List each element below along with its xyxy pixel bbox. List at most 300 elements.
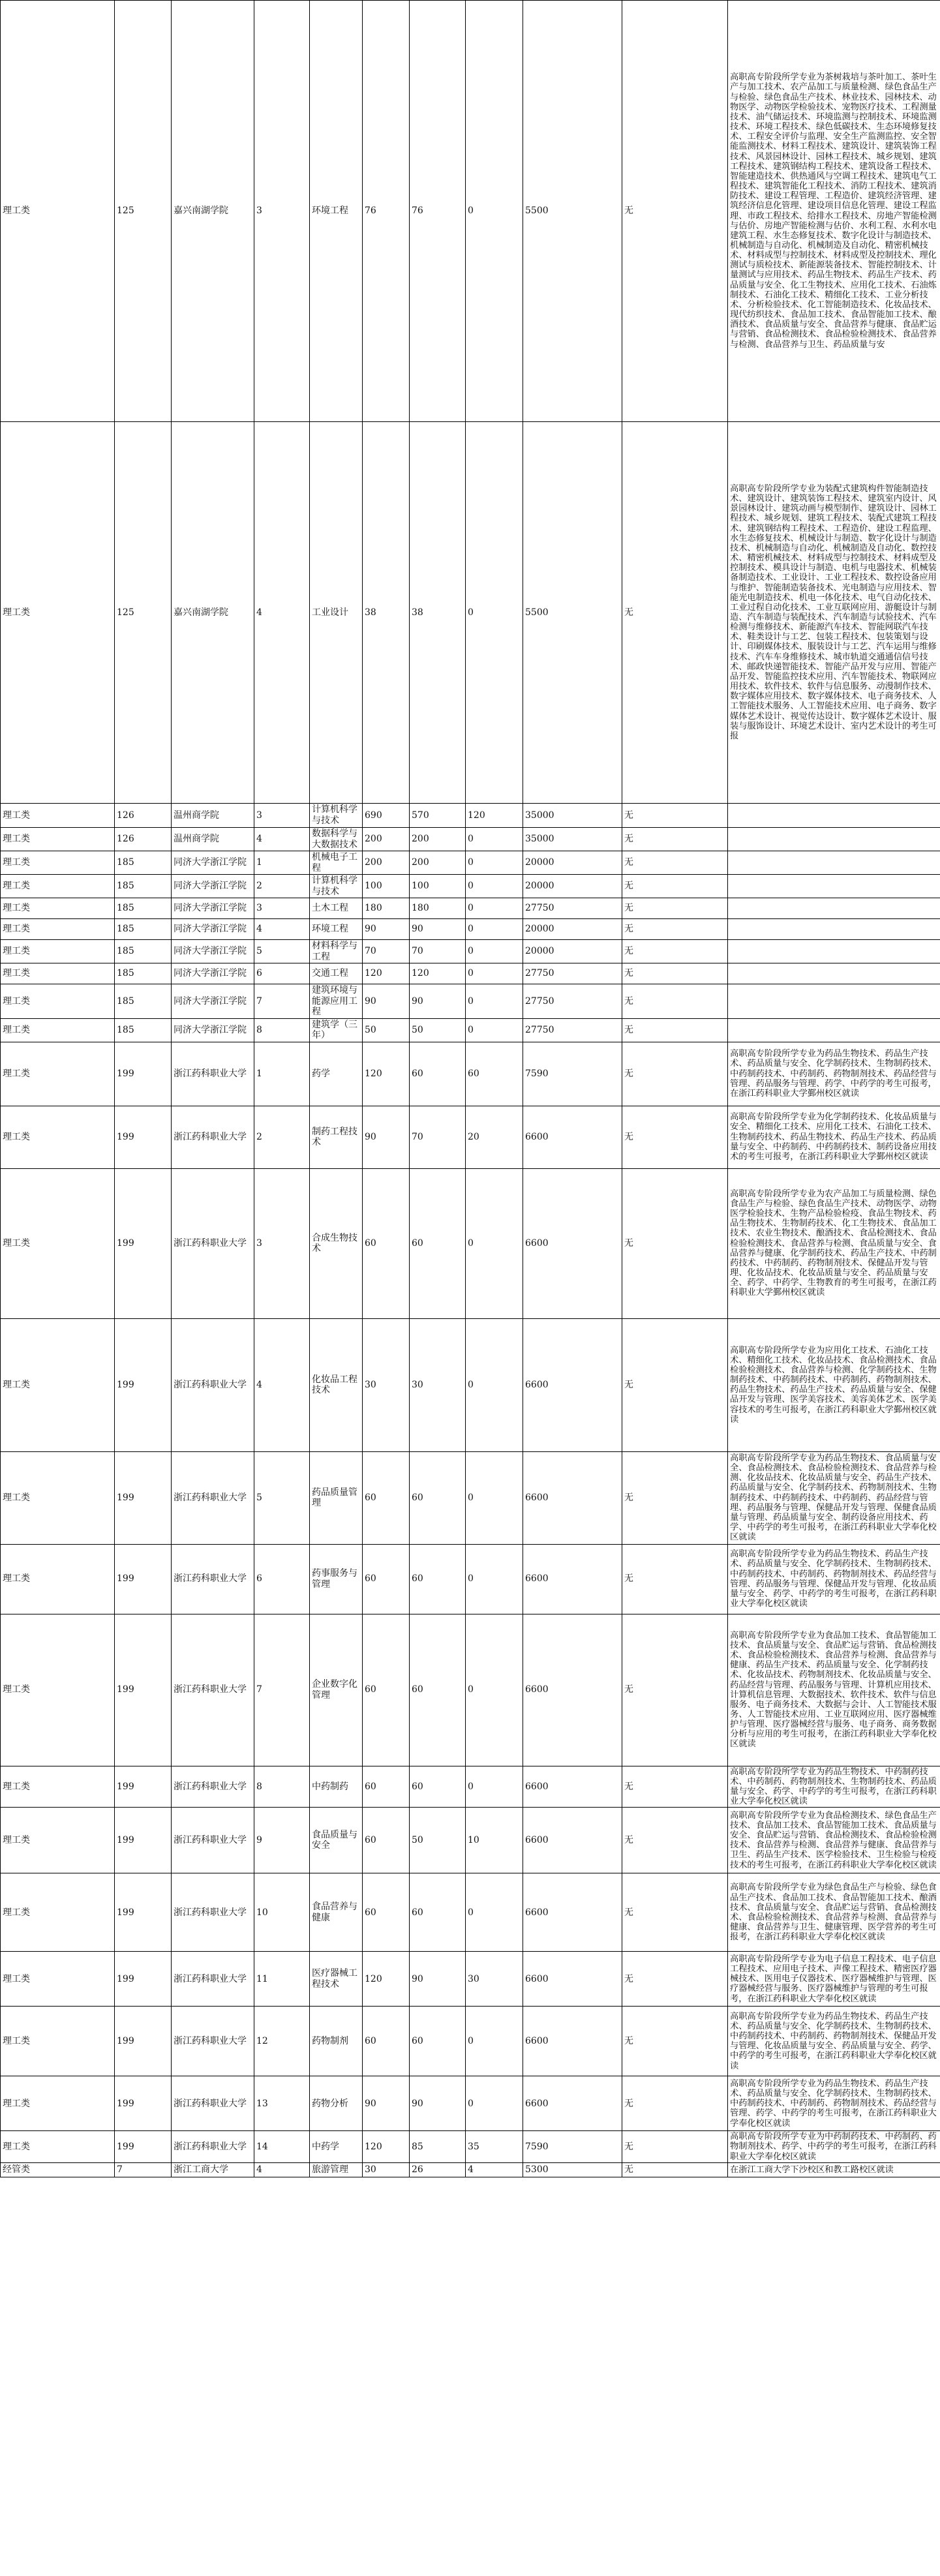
cell-count-b: 0 (466, 1018, 523, 1042)
cell-count-a: 90 (410, 919, 466, 940)
cell-school-code: 185 (115, 984, 172, 1019)
cell-school-name: 同济大学浙江学院 (172, 851, 254, 875)
cell-school-name: 温州商学院 (172, 804, 254, 828)
cell-major-code: 4 (254, 1318, 310, 1451)
cell-count-a: 570 (410, 804, 466, 828)
cell-requirements: 高职高专阶段所学专业为药品生物技术、药品生产技术、药品质量与安全、化学制药技术、生物制药技术、中药制药技术、中药制药、药物制剂技术、保健品开发与管理、化妆品质量与安全、药品质量与安全、药学、中药学的考生可报考，在浙江药科职业大学奉化校区就读 (728, 2007, 940, 2076)
cell-tuition: 27750 (523, 984, 622, 1019)
cell-school-code: 199 (115, 2076, 172, 2131)
cell-requirements: 在浙江工商大学下沙校区和教工路校区就读 (728, 2162, 940, 2177)
cell-count-a: 90 (410, 2076, 466, 2131)
cell-school-code: 199 (115, 2131, 172, 2162)
cell-count-b: 0 (466, 1873, 523, 1952)
cell-count-b: 0 (466, 963, 523, 984)
cell-plan-count: 60 (363, 2007, 410, 2076)
table-row (1, 875, 940, 898)
cell-category: 理工类 (1, 1168, 115, 1318)
cell-tuition: 6600 (523, 1106, 622, 1168)
cell-plan-count: 60 (363, 1614, 410, 1766)
cell-remark: 无 (622, 828, 728, 851)
cell-tuition: 35000 (523, 828, 622, 851)
cell-school-name: 浙江药科职业大学 (172, 1544, 254, 1614)
cell-major-code: 4 (254, 919, 310, 940)
cell-plan-count: 60 (363, 1451, 410, 1544)
cell-tuition: 7590 (523, 1042, 622, 1106)
cell-plan-count: 30 (363, 2162, 410, 2177)
cell-requirements: 高职高专阶段所学专业为药品生物技术、药品生产技术、药品质量与安全、化学制药技术、生物制药技术、中药制药技术、中药制药、药物制剂技术、药品经营与管理、药品服务与管理、药学、中药学的考生可报考，在浙江药科职业大学鄞州校区就读 (728, 1042, 940, 1106)
cell-category: 理工类 (1, 1808, 115, 1873)
cell-plan-count: 120 (363, 1952, 410, 2007)
cell-tuition: 27750 (523, 963, 622, 984)
cell-major-code: 3 (254, 1168, 310, 1318)
cell-school-code: 199 (115, 1451, 172, 1544)
cell-school-name: 浙江药科职业大学 (172, 1614, 254, 1766)
cell-major-name: 中药学 (310, 2131, 363, 2162)
cell-category: 理工类 (1, 875, 115, 898)
cell-remark: 无 (622, 2131, 728, 2162)
cell-major-name: 工业设计 (310, 422, 363, 804)
cell-tuition: 6600 (523, 1952, 622, 2007)
cell-category: 理工类 (1, 1042, 115, 1106)
cell-major-code: 3 (254, 1, 310, 422)
table-row (1, 1318, 940, 1451)
cell-school-name: 嘉兴南湖学院 (172, 422, 254, 804)
cell-school-code: 185 (115, 851, 172, 875)
table-row (1, 1614, 940, 1766)
cell-count-b: 0 (466, 1614, 523, 1766)
table-row (1, 804, 940, 828)
cell-school-name: 同济大学浙江学院 (172, 1018, 254, 1042)
cell-remark: 无 (622, 1873, 728, 1952)
cell-remark: 无 (622, 1018, 728, 1042)
cell-count-b: 120 (466, 804, 523, 828)
cell-requirements (728, 804, 940, 828)
cell-major-code: 8 (254, 1018, 310, 1042)
cell-tuition: 20000 (523, 940, 622, 963)
table-row (1, 984, 940, 1019)
cell-major-code: 3 (254, 898, 310, 919)
cell-count-b: 0 (466, 1318, 523, 1451)
cell-category: 理工类 (1, 1318, 115, 1451)
cell-major-code: 5 (254, 1451, 310, 1544)
cell-requirements: 高职高专阶段所学专业为装配式建筑构件智能制造技术、建筑设计、建筑装饰工程技术、建筑室内设计、风景园林设计、建筑动画与模型制作、建筑设计、园林工程技术、城乡规划、建筑工程技术、装配式建筑工程技术、建筑钢结构工程技术、工程造价、建设工程监理、水生态修复技术、机械设计与制造、数字化设计与制造技术、机械制造与自动化、机械制造及自动化、数控技术、精密机械技术、材料成型与控制技术、材料成型及控制技术、模具设计与制造、电机与电器技术、机械装备制造技术、工业设计、工业工程技术、数控设备应用与维护、智能制造装备技术、光电制造与应用技术、智能光电制造技术、机电一体化技术、电气自动化技术、工业过程自动化技术、工业互联网应用、游艇设计与制造、汽车制造与装配技术、汽车制造与试验技术、汽车检测与维修技术、新能源汽车技术、智能网联汽车技术、鞋类设计与工艺、包装工程技术、包装策划与设计、印刷媒体技术、服装设计与工艺、汽车运用与维修技术、汽车车身维修技术、城市轨道交通通信信号技术、邮政快递智能技术、智能产品开发与应用、智能产品开发、智能监控技术应用、汽车智能技术、物联网应用技术、软件技术、软件与信息服务、动漫制作技术、数字媒体应用技术、数字媒体技术、电子商务技术、人工智能技术服务、人工智能技术应用、电子商务、数字媒体艺术设计、视觉传达设计、数字媒体艺术设计、服装与服饰设计、环境艺术设计、室内艺术设计的考生可报 (728, 422, 940, 804)
cell-count-a: 76 (410, 1, 466, 422)
cell-plan-count: 180 (363, 898, 410, 919)
cell-major-name: 材料科学与工程 (310, 940, 363, 963)
cell-major-code: 2 (254, 1106, 310, 1168)
cell-category: 理工类 (1, 1766, 115, 1808)
cell-count-b: 0 (466, 919, 523, 940)
cell-remark: 无 (622, 1808, 728, 1873)
cell-remark: 无 (622, 898, 728, 919)
table-row (1, 1873, 940, 1952)
cell-major-name: 医疗器械工程技术 (310, 1952, 363, 2007)
cell-major-name: 药学 (310, 1042, 363, 1106)
cell-requirements: 高职高专阶段所学专业为食品加工技术、食品智能加工技术、食品质量与安全、食品贮运与营销、食品检测技术、食品检验检测技术、食品营养与检测、食品营养与健康、药品生产技术、药品质量与安全、化学制药技术、化妆品技术、药物制剂技术、化妆品质量与安全、药品经营与管理、药品服务与管理、计算机应用技术、计算机信息管理、大数据技术、软件技术、软件与信息服务、电子商务技术、大数据与会计、人工智能技术服务、人工智能技术应用、工业互联网应用、医疗器械维护与管理、医疗器械经营与服务、电子商务、商务数据分析与应用的考生可报考，在浙江药科职业大学奉化校区就读 (728, 1614, 940, 1766)
cell-count-a: 200 (410, 851, 466, 875)
cell-requirements (728, 898, 940, 919)
cell-count-a: 30 (410, 1318, 466, 1451)
cell-count-a: 200 (410, 828, 466, 851)
cell-tuition: 6600 (523, 2076, 622, 2131)
table-row (1, 963, 940, 984)
cell-requirements: 高职高专阶段所学专业为药品生物技术、食品质量与安全、食品检测技术、食品检验检测技术、食品营养与检测、化妆品技术、化妆品质量与安全、药品生产技术、药品质量与安全、化学制药技术、药物制剂技术、生物制药技术、中药制药技术、中药制药、药品经营与管理、药品服务与管理、保健品开发与管理、保健食品质量与管理、药品质量与安全、制药设备应用技术、药学、中药学的考生可报考，在浙江药科职业大学奉化校区就读 (728, 1451, 940, 1544)
cell-major-name: 土木工程 (310, 898, 363, 919)
cell-major-name: 药物制剂 (310, 2007, 363, 2076)
cell-category: 理工类 (1, 1106, 115, 1168)
cell-category: 理工类 (1, 1614, 115, 1766)
cell-major-code: 11 (254, 1952, 310, 2007)
cell-school-code: 185 (115, 919, 172, 940)
cell-school-name: 浙江工商大学 (172, 2162, 254, 2177)
cell-requirements: 高职高专阶段所学专业为化学制药技术、化妆品质量与安全、精细化工技术、应用化工技术、石油化工技术、生物制药技术、药品生物技术、药品生产技术、药品质量与安全、中药制药、中药制药技术、制药设备应用技术的考生可报考，在浙江药科职业大学鄞州校区就读 (728, 1106, 940, 1168)
cell-count-a: 90 (410, 1952, 466, 2007)
cell-plan-count: 90 (363, 2076, 410, 2131)
cell-major-code: 6 (254, 963, 310, 984)
cell-requirements (728, 940, 940, 963)
cell-school-code: 185 (115, 963, 172, 984)
cell-major-code: 9 (254, 1808, 310, 1873)
cell-tuition: 7590 (523, 2131, 622, 2162)
cell-major-name: 计算机科学与技术 (310, 804, 363, 828)
cell-count-b: 0 (466, 1544, 523, 1614)
cell-plan-count: 76 (363, 1, 410, 422)
cell-major-name: 药品质量管理 (310, 1451, 363, 1544)
cell-major-name: 交通工程 (310, 963, 363, 984)
cell-count-a: 60 (410, 1042, 466, 1106)
cell-tuition: 6600 (523, 2007, 622, 2076)
cell-requirements: 高职高专阶段所学专业为食品检测技术、绿色食品生产技术、食品加工技术、食品智能加工技术、食品质量与安全、食品贮运与营销、食品检测技术、食品检验检测技术、食品营养与检测、食品营养与健康、食品营养与卫生、药品生产技术、医学检验技术、卫生检验与检疫技术的考生可报考，在浙江药科职业大学奉化校区就读 (728, 1808, 940, 1873)
cell-category: 理工类 (1, 1018, 115, 1042)
cell-remark: 无 (622, 1544, 728, 1614)
table-row (1, 898, 940, 919)
cell-major-name: 建筑环境与能源应用工程 (310, 984, 363, 1019)
cell-plan-count: 50 (363, 1018, 410, 1042)
cell-school-code: 199 (115, 2007, 172, 2076)
cell-major-code: 4 (254, 828, 310, 851)
cell-count-b: 0 (466, 422, 523, 804)
cell-tuition: 5300 (523, 2162, 622, 2177)
cell-major-name: 化妆品工程技术 (310, 1318, 363, 1451)
cell-tuition: 5500 (523, 1, 622, 422)
table-row (1, 1451, 940, 1544)
cell-plan-count: 90 (363, 919, 410, 940)
cell-count-b: 0 (466, 1451, 523, 1544)
cell-category: 理工类 (1, 804, 115, 828)
cell-count-a: 120 (410, 963, 466, 984)
cell-remark: 无 (622, 1766, 728, 1808)
cell-requirements: 高职高专阶段所学专业为绿色食品生产与检验、绿色食品生产技术、食品加工技术、食品智能加工技术、酿酒技术、食品质量与安全、食品贮运与营销、食品检测技术、食品检验检测技术、食品营养与检测、食品营养与健康、食品营养与卫生、健康管理、医学营养的考生可报考，在浙江药科职业大学奉化校区就读 (728, 1873, 940, 1952)
cell-tuition: 20000 (523, 875, 622, 898)
cell-category: 理工类 (1, 1, 115, 422)
cell-tuition: 6600 (523, 1318, 622, 1451)
cell-major-code: 4 (254, 422, 310, 804)
cell-requirements: 高职高专阶段所学专业为药品生物技术、药品生产技术、药品质量与安全、化学制药技术、生物制药技术、中药制药技术、中药制药、药物制剂技术、药品经营与管理、药学、中药学的考生可报考，在浙江药科职业大学奉化校区就读 (728, 2076, 940, 2131)
cell-count-a: 60 (410, 2007, 466, 2076)
table-row (1, 1766, 940, 1808)
cell-count-b: 0 (466, 984, 523, 1019)
cell-major-name: 数据科学与大数据技术 (310, 828, 363, 851)
cell-plan-count: 90 (363, 1106, 410, 1168)
cell-school-code: 199 (115, 1614, 172, 1766)
cell-count-b: 30 (466, 1952, 523, 2007)
cell-count-a: 85 (410, 2131, 466, 2162)
cell-remark: 无 (622, 919, 728, 940)
cell-major-name: 企业数字化管理 (310, 1614, 363, 1766)
cell-plan-count: 120 (363, 1042, 410, 1106)
cell-requirements: 高职高专阶段所学专业为中药制药技术、中药制药、药物制剂技术、药学、中药学的考生可报考，在浙江药科职业大学奉化校区就读 (728, 2131, 940, 2162)
cell-school-name: 同济大学浙江学院 (172, 963, 254, 984)
cell-remark: 无 (622, 1451, 728, 1544)
cell-major-code: 1 (254, 1042, 310, 1106)
cell-requirements (728, 851, 940, 875)
cell-tuition: 27750 (523, 898, 622, 919)
table-row (1, 2131, 940, 2162)
cell-plan-count: 100 (363, 875, 410, 898)
cell-tuition: 27750 (523, 1018, 622, 1042)
cell-major-name: 制药工程技术 (310, 1106, 363, 1168)
cell-tuition: 5500 (523, 422, 622, 804)
cell-requirements: 高职高专阶段所学专业为药品生物技术、药品生产技术、药品质量与安全、化学制药技术、生物制药技术、中药制药技术、中药制药、药物制剂技术、药品经营与管理、药品服务与管理、保健品开发与管理、化妆品质量与安全、药学、中药学的考生可报考，在浙江药科职业大学奉化校区就读 (728, 1544, 940, 1614)
cell-major-code: 6 (254, 1544, 310, 1614)
cell-tuition: 6600 (523, 1544, 622, 1614)
cell-remark: 无 (622, 2076, 728, 2131)
cell-count-a: 60 (410, 1873, 466, 1952)
cell-remark: 无 (622, 804, 728, 828)
cell-major-name: 中药制药 (310, 1766, 363, 1808)
cell-plan-count: 200 (363, 828, 410, 851)
cell-major-code: 8 (254, 1766, 310, 1808)
cell-plan-count: 70 (363, 940, 410, 963)
cell-count-a: 26 (410, 2162, 466, 2177)
cell-remark: 无 (622, 875, 728, 898)
cell-requirements (728, 984, 940, 1019)
table-row (1, 1808, 940, 1873)
cell-school-code: 199 (115, 1952, 172, 2007)
cell-plan-count: 200 (363, 851, 410, 875)
cell-school-code: 199 (115, 1042, 172, 1106)
cell-requirements: 高职高专阶段所学专业为应用化工技术、石油化工技术、精细化工技术、化妆品技术、食品检测技术、食品检验检测技术、食品营养与检测、化学制药技术、生物制药技术、中药制药技术、中药制药、药物制剂技术、药品生物技术、药品生产技术、药品质量与安全、保健品开发与管理、医学美容技术、美容美体艺术、医学美容技术的考生可报考，在浙江药科职业大学鄞州校区就读 (728, 1318, 940, 1451)
cell-category: 理工类 (1, 851, 115, 875)
cell-count-a: 60 (410, 1766, 466, 1808)
cell-category: 理工类 (1, 919, 115, 940)
cell-major-name: 环境工程 (310, 919, 363, 940)
table-row (1, 1952, 940, 2007)
cell-count-b: 60 (466, 1042, 523, 1106)
cell-remark: 无 (622, 984, 728, 1019)
cell-school-code: 7 (115, 2162, 172, 2177)
cell-category: 理工类 (1, 940, 115, 963)
cell-count-b: 0 (466, 1766, 523, 1808)
cell-major-name: 计算机科学与技术 (310, 875, 363, 898)
cell-count-a: 180 (410, 898, 466, 919)
cell-school-name: 同济大学浙江学院 (172, 940, 254, 963)
cell-major-code: 7 (254, 1614, 310, 1766)
table-row (1, 422, 940, 804)
cell-remark: 无 (622, 851, 728, 875)
cell-major-name: 食品质量与安全 (310, 1808, 363, 1873)
cell-plan-count: 120 (363, 963, 410, 984)
cell-remark: 无 (622, 1952, 728, 2007)
cell-major-name: 合成生物技术 (310, 1168, 363, 1318)
cell-count-a: 60 (410, 1614, 466, 1766)
cell-count-a: 60 (410, 1544, 466, 1614)
cell-count-b: 0 (466, 940, 523, 963)
cell-count-a: 70 (410, 940, 466, 963)
cell-count-b: 0 (466, 2007, 523, 2076)
cell-count-b: 0 (466, 898, 523, 919)
cell-school-code: 125 (115, 422, 172, 804)
cell-school-code: 126 (115, 828, 172, 851)
table-row (1, 1, 940, 422)
cell-plan-count: 120 (363, 2131, 410, 2162)
cell-category: 理工类 (1, 1451, 115, 1544)
cell-count-b: 20 (466, 1106, 523, 1168)
table-row (1, 1106, 940, 1168)
cell-count-a: 90 (410, 984, 466, 1019)
cell-remark: 无 (622, 2007, 728, 2076)
cell-plan-count: 60 (363, 1873, 410, 1952)
table-row (1, 2007, 940, 2076)
cell-school-code: 199 (115, 1766, 172, 1808)
cell-school-code: 185 (115, 940, 172, 963)
cell-major-name: 环境工程 (310, 1, 363, 422)
cell-plan-count: 60 (363, 1544, 410, 1614)
cell-major-code: 5 (254, 940, 310, 963)
cell-school-name: 浙江药科职业大学 (172, 1106, 254, 1168)
cell-remark: 无 (622, 940, 728, 963)
cell-major-name: 机械电子工程 (310, 851, 363, 875)
cell-school-code: 199 (115, 1168, 172, 1318)
cell-school-code: 199 (115, 1808, 172, 1873)
cell-requirements: 高职高专阶段所学专业为药品生物技术、中药制药技术、中药制药、药物制剂技术、生物制药技术、药品质量与安全、药学、中药学的考生可报考，在浙江药科职业大学奉化校区就读 (728, 1766, 940, 1808)
table-row (1, 1544, 940, 1614)
cell-requirements: 高职高专阶段所学专业为电子信息工程技术、电子信息工程技术、应用电子技术、声像工程技术、精密医疗器械技术、医用电子仪器技术、医疗器械维护与管理、医疗器械经营与服务、医疗器械维护与管理的考生可报考，在浙江药科职业大学奉化校区就读 (728, 1952, 940, 2007)
cell-count-b: 0 (466, 875, 523, 898)
table-row (1, 851, 940, 875)
cell-category: 理工类 (1, 1952, 115, 2007)
cell-plan-count: 30 (363, 1318, 410, 1451)
cell-count-a: 100 (410, 875, 466, 898)
cell-count-b: 4 (466, 2162, 523, 2177)
cell-category: 理工类 (1, 422, 115, 804)
cell-requirements (728, 1018, 940, 1042)
cell-tuition: 6600 (523, 1451, 622, 1544)
cell-school-name: 浙江药科职业大学 (172, 2076, 254, 2131)
cell-category: 理工类 (1, 828, 115, 851)
cell-remark: 无 (622, 1318, 728, 1451)
cell-school-name: 同济大学浙江学院 (172, 919, 254, 940)
cell-tuition: 35000 (523, 804, 622, 828)
cell-count-b: 0 (466, 851, 523, 875)
cell-requirements: 高职高专阶段所学专业为茶树栽培与茶叶加工、茶叶生产与加工技术、农产品加工与质量检测、绿色食品生产与检验、绿色食品生产技术、林业技术、园林技术、动物医学、动物医学检验技术、宠物医疗技术、工程测量技术、油气储运技术、环境监测与控制技术、环境监测技术、环境工程技术、绿色低碳技术、生态环境修复技术、工程安全评价与监理、安全生产监测监控、安全智能监测技术、材料工程技术、建筑设计、建筑装饰工程技术、风景园林设计、园林工程技术、城乡规划、建筑工程技术、建筑钢结构工程技术、建筑设备工程技术、智能建造技术、供热通风与空调工程技术、建筑电气工程技术、建筑智能化工程技术、消防工程技术、建筑消防技术、建设工程管理、工程造价、建筑经济管理、建筑经济信息化管理、建设项目信息化管理、建设工程监理、市政工程技术、给排水工程技术、房地产智能检测与估价、房地产智能检测与估价、水利工程、水利水电建筑工程、水生态修复技术、数字化设计与制造技术、机械制造与自动化、机械制造及自动化、精密机械技术、材料成型与控制技术、材料成型及控制技术、理化测试与质检技术、新能源装备技术、智能控制技术、计量测试与应用技术、药品生物技术、药品生产技术、药品质量与安全、化工生物技术、应用化工技术、石油炼制技术、石油化工技术、精细化工技术、工业分析技术、分析检验技术、化工智能制造技术、化妆品技术、现代纺织技术、食品加工技术、食品智能加工技术、酿酒技术、食品质量与安全、食品营养与健康、食品贮运与营销、食品检测技术、食品检验检测技术、食品营养与检测、食品营养与卫生、药品质量与安 (728, 1, 940, 422)
table-row (1, 2162, 940, 2177)
cell-plan-count: 38 (363, 422, 410, 804)
cell-remark: 无 (622, 2162, 728, 2177)
cell-major-code: 2 (254, 875, 310, 898)
cell-requirements (728, 963, 940, 984)
cell-school-name: 浙江药科职业大学 (172, 1318, 254, 1451)
cell-remark: 无 (622, 1, 728, 422)
cell-count-a: 38 (410, 422, 466, 804)
cell-tuition: 6600 (523, 1808, 622, 1873)
table-row (1, 1042, 940, 1106)
table-row (1, 828, 940, 851)
cell-school-name: 同济大学浙江学院 (172, 875, 254, 898)
cell-major-code: 4 (254, 2162, 310, 2177)
cell-tuition: 6600 (523, 1168, 622, 1318)
cell-category: 理工类 (1, 1873, 115, 1952)
cell-major-code: 3 (254, 804, 310, 828)
cell-school-name: 嘉兴南湖学院 (172, 1, 254, 422)
cell-major-code: 14 (254, 2131, 310, 2162)
cell-major-code: 7 (254, 984, 310, 1019)
cell-remark: 无 (622, 1168, 728, 1318)
cell-remark: 无 (622, 963, 728, 984)
cell-school-name: 浙江药科职业大学 (172, 1808, 254, 1873)
cell-school-code: 185 (115, 1018, 172, 1042)
cell-school-name: 浙江药科职业大学 (172, 1952, 254, 2007)
cell-school-name: 同济大学浙江学院 (172, 898, 254, 919)
table-body (1, 1, 940, 2177)
cell-major-code: 10 (254, 1873, 310, 1952)
cell-count-a: 60 (410, 1168, 466, 1318)
cell-school-code: 126 (115, 804, 172, 828)
cell-tuition: 20000 (523, 919, 622, 940)
table-row (1, 919, 940, 940)
cell-count-a: 50 (410, 1018, 466, 1042)
cell-school-code: 199 (115, 1318, 172, 1451)
cell-category: 理工类 (1, 984, 115, 1019)
cell-tuition: 6600 (523, 1766, 622, 1808)
cell-school-name: 浙江药科职业大学 (172, 1168, 254, 1318)
cell-remark: 无 (622, 422, 728, 804)
cell-remark: 无 (622, 1614, 728, 1766)
table-row (1, 2076, 940, 2131)
cell-count-b: 0 (466, 2076, 523, 2131)
cell-major-name: 食品营养与健康 (310, 1873, 363, 1952)
cell-major-name: 建筑学（三年） (310, 1018, 363, 1042)
cell-school-name: 浙江药科职业大学 (172, 2007, 254, 2076)
cell-plan-count: 90 (363, 984, 410, 1019)
cell-school-code: 199 (115, 1544, 172, 1614)
cell-requirements (728, 919, 940, 940)
cell-requirements (728, 828, 940, 851)
cell-tuition: 6600 (523, 1873, 622, 1952)
cell-major-name: 药事服务与管理 (310, 1544, 363, 1614)
cell-count-b: 35 (466, 2131, 523, 2162)
cell-school-code: 185 (115, 898, 172, 919)
cell-category: 理工类 (1, 2007, 115, 2076)
cell-category: 经管类 (1, 2162, 115, 2177)
cell-school-name: 浙江药科职业大学 (172, 2131, 254, 2162)
cell-category: 理工类 (1, 963, 115, 984)
cell-tuition: 6600 (523, 1614, 622, 1766)
cell-school-code: 125 (115, 1, 172, 422)
cell-tuition: 20000 (523, 851, 622, 875)
cell-school-name: 浙江药科职业大学 (172, 1766, 254, 1808)
cell-school-name: 温州商学院 (172, 828, 254, 851)
cell-category: 理工类 (1, 2131, 115, 2162)
cell-category: 理工类 (1, 2076, 115, 2131)
cell-major-code: 1 (254, 851, 310, 875)
cell-requirements: 高职高专阶段所学专业为农产品加工与质量检测、绿色食品生产与检验、绿色食品生产技术、动物医学、动物医学检验技术、生物产品检验检疫、食品生物技术、药品生物技术、生物制药技术、化工生物技术、食品加工技术、农业生物技术、酿酒技术、食品检测技术、食品检验检测技术、食品营养与检测、食品质量与安全、食品营养与健康、化学制药技术、药品生产技术、中药制药技术、中药制药、药物制剂技术、保健品开发与管理、化妆品技术、化妆品质量与安全、药品质量与安全、药学、中药学、生物教育的考生可报考，在浙江药科职业大学鄞州校区就读 (728, 1168, 940, 1318)
cell-school-name: 同济大学浙江学院 (172, 984, 254, 1019)
cell-count-a: 50 (410, 1808, 466, 1873)
cell-count-a: 60 (410, 1451, 466, 1544)
cell-category: 理工类 (1, 1544, 115, 1614)
cell-school-code: 199 (115, 1873, 172, 1952)
